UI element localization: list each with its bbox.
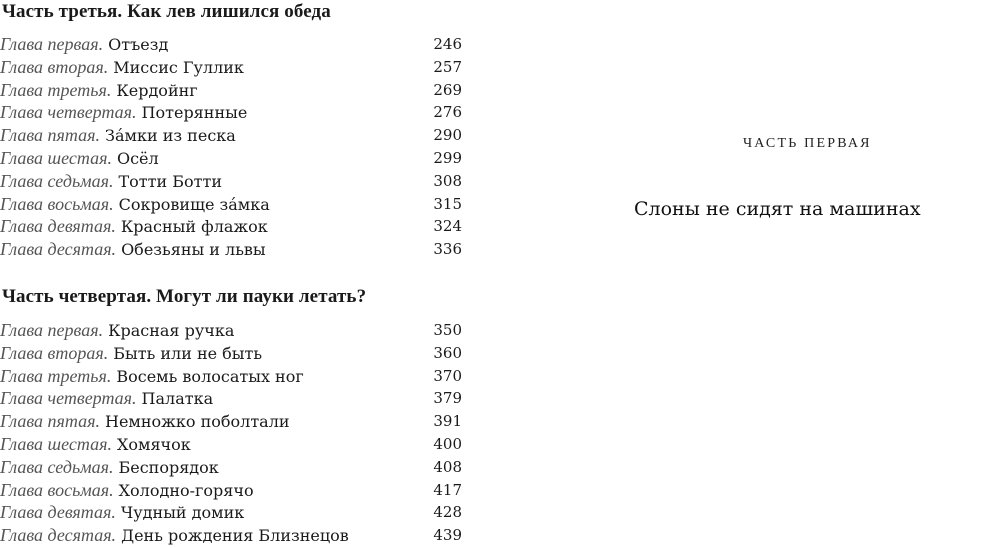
toc-entry[interactable] — [0, 365, 464, 388]
toc-entry[interactable] — [0, 342, 464, 365]
page-number: 299 — [433, 148, 462, 167]
chapter-number-label: Глава шестая. — [0, 147, 112, 168]
chapter-title: Палатка — [141, 389, 214, 409]
chapter-title: Восемь волосатых ног — [116, 366, 304, 386]
toc-entry[interactable] — [0, 433, 464, 456]
page-number: 360 — [433, 343, 462, 362]
toc-entry[interactable] — [0, 410, 464, 433]
part-four-heading: Часть четвертая. Могут ли пауки летать? — [2, 286, 367, 307]
chapter-title: Хомячок — [116, 434, 191, 454]
chapter-number-label: Глава четвертая. — [0, 388, 137, 409]
part-four-chapter-list — [0, 319, 464, 547]
toc-entry[interactable] — [0, 215, 464, 238]
page-number: 439 — [433, 526, 462, 545]
toc-entry[interactable] — [0, 101, 464, 124]
table-of-contents-page — [0, 0, 470, 547]
chapter-title: Немножко поболтали — [105, 412, 290, 432]
chapter-number-label: Глава седьмая. — [0, 170, 114, 191]
toc-entry[interactable] — [0, 79, 464, 102]
page-number: 290 — [433, 126, 462, 145]
page-number: 370 — [433, 366, 462, 385]
page-number: 324 — [433, 217, 462, 236]
toc-entry[interactable] — [0, 479, 464, 502]
chapter-number-label: Глава девятая. — [0, 502, 116, 523]
chapter-number-label: Глава пятая. — [0, 125, 100, 146]
page-number: 269 — [433, 80, 462, 99]
chapter-number-label: Глава третья. — [0, 79, 112, 100]
page-number: 257 — [433, 57, 462, 76]
toc-entry[interactable] — [0, 56, 464, 79]
chapter-title: Обезьяны и львы — [121, 240, 266, 260]
page-number: 391 — [433, 412, 462, 431]
chapter-title: День рождения Близнецов — [121, 526, 349, 546]
page-number: 379 — [433, 389, 462, 408]
chapter-title: Беспорядок — [118, 457, 219, 477]
chapter-number-label: Глава шестая. — [0, 433, 112, 454]
chapter-number-label: Глава десятая. — [0, 239, 117, 260]
chapter-number-label: Глава десятая. — [0, 525, 117, 546]
chapter-title: Красная ручка — [108, 321, 235, 340]
toc-entry[interactable] — [0, 147, 464, 170]
toc-entry[interactable] — [0, 319, 464, 342]
chapter-title: Кердойнг — [116, 80, 198, 100]
chapter-number-label: Глава восьмая. — [0, 193, 114, 214]
chapter-number-label: Глава вторая. — [0, 56, 109, 77]
toc-entry[interactable] — [0, 456, 464, 479]
toc-entry[interactable] — [0, 170, 464, 193]
part-number-label: ЧАСТЬ ПЕРВАЯ — [743, 136, 872, 151]
toc-entry[interactable] — [0, 124, 464, 147]
chapter-title: Осёл — [116, 148, 159, 168]
part-title: Слоны не сидят на машинах — [634, 198, 921, 220]
part-three-heading: Часть третья. Как лев лишился обеда — [2, 1, 331, 22]
page-number: 308 — [433, 171, 462, 190]
chapter-title: Сокровище за́мка — [118, 194, 270, 214]
chapter-title: Миссис Гуллик — [113, 57, 244, 77]
toc-entry[interactable] — [0, 387, 464, 410]
page-number: 246 — [433, 35, 462, 53]
chapter-number-label: Глава пятая. — [0, 411, 100, 432]
toc-entry[interactable] — [0, 524, 464, 547]
chapter-title: Потерянные — [141, 103, 248, 123]
chapter-number-label: Глава вторая. — [0, 342, 109, 363]
page-number: 400 — [433, 434, 462, 453]
chapter-number-label: Глава первая. — [0, 34, 104, 54]
part-three-chapter-list — [0, 33, 464, 261]
part-title-page — [600, 0, 996, 547]
toc-entry[interactable] — [0, 33, 464, 56]
chapter-number-label: Глава восьмая. — [0, 479, 114, 500]
page-number: 336 — [433, 240, 462, 259]
page-number: 350 — [433, 321, 462, 339]
chapter-title: Красный флажок — [120, 217, 268, 237]
chapter-title: Холодно-горячо — [118, 480, 254, 500]
page-number: 315 — [433, 194, 462, 213]
chapter-number-label: Глава седьмая. — [0, 456, 114, 477]
chapter-title: Тотти Ботти — [118, 171, 222, 191]
toc-entry[interactable] — [0, 238, 464, 261]
chapter-title: Чудный домик — [120, 503, 245, 523]
toc-entry[interactable] — [0, 501, 464, 524]
page-number: 417 — [433, 480, 462, 499]
chapter-number-label: Глава первая. — [0, 320, 104, 340]
chapter-number-label: Глава четвертая. — [0, 102, 137, 123]
chapter-number-label: Глава девятая. — [0, 216, 116, 237]
chapter-title: Отъезд — [108, 35, 169, 54]
page-number: 428 — [433, 503, 462, 522]
chapter-title: За́мки из песка — [105, 126, 236, 146]
page-number: 276 — [433, 103, 462, 122]
chapter-title: Быть или не быть — [113, 343, 263, 363]
toc-entry[interactable] — [0, 193, 464, 216]
chapter-number-label: Глава третья. — [0, 365, 112, 386]
page-number: 408 — [433, 457, 462, 476]
